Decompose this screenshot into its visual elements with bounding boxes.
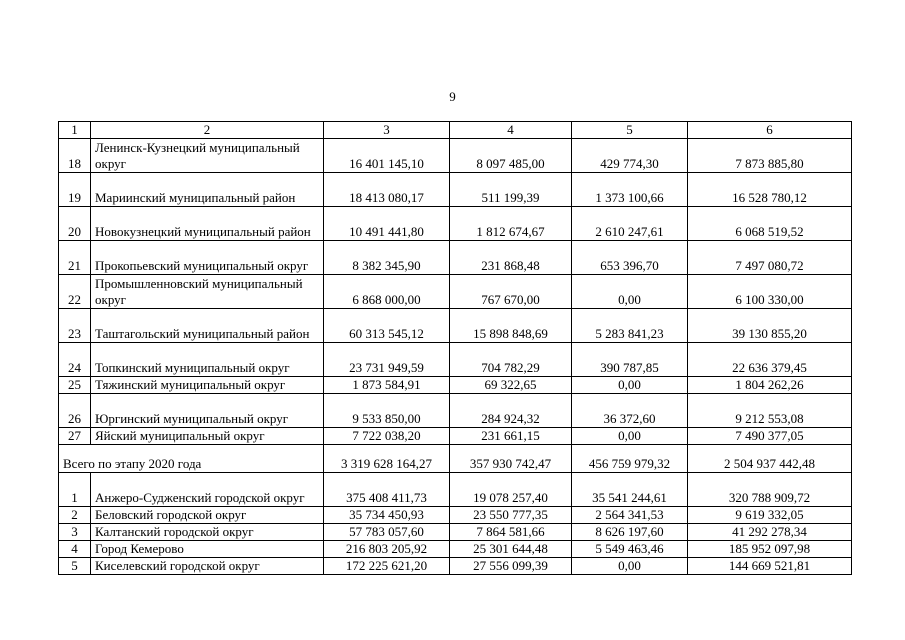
row-number: 3 bbox=[59, 524, 91, 541]
column-header: 3 bbox=[324, 122, 450, 139]
amount-cell: 10 491 441,80 bbox=[324, 207, 450, 241]
amount-cell: 8 097 485,00 bbox=[450, 139, 572, 173]
amount-cell: 284 924,32 bbox=[450, 394, 572, 428]
amount-cell: 69 322,65 bbox=[450, 377, 572, 394]
total-cell: 2 504 937 442,48 bbox=[688, 445, 852, 473]
amount-cell: 185 952 097,98 bbox=[688, 541, 852, 558]
column-header: 5 bbox=[572, 122, 688, 139]
page-number: 9 bbox=[449, 89, 456, 104]
amount-cell: 60 313 545,12 bbox=[324, 309, 450, 343]
amount-cell: 9 212 553,08 bbox=[688, 394, 852, 428]
municipality-name: Анжеро-Судженский городской округ bbox=[91, 473, 324, 507]
municipality-name: Беловский городской округ bbox=[91, 507, 324, 524]
row-number: 20 bbox=[59, 207, 91, 241]
amount-cell: 1 373 100,66 bbox=[572, 173, 688, 207]
municipality-name: Прокопьевский муниципальный округ bbox=[91, 241, 324, 275]
table-row bbox=[59, 524, 852, 541]
column-header: 2 bbox=[91, 122, 324, 139]
amount-cell: 7 873 885,80 bbox=[688, 139, 852, 173]
amount-cell: 1 873 584,91 bbox=[324, 377, 450, 394]
amount-cell: 39 130 855,20 bbox=[688, 309, 852, 343]
amount-cell: 172 225 621,20 bbox=[324, 558, 450, 575]
amount-cell: 36 372,60 bbox=[572, 394, 688, 428]
amount-cell: 320 788 909,72 bbox=[688, 473, 852, 507]
table-row bbox=[59, 428, 852, 445]
municipality-name: Топкинский муниципальный округ bbox=[91, 343, 324, 377]
municipality-name: Таштагольский муниципальный район bbox=[91, 309, 324, 343]
municipality-name: Город Кемерово bbox=[91, 541, 324, 558]
row-number: 22 bbox=[59, 275, 91, 309]
amount-cell: 375 408 411,73 bbox=[324, 473, 450, 507]
municipality-name: Ленинск-Кузнецкий муниципальный округ bbox=[91, 139, 324, 173]
row-number: 23 bbox=[59, 309, 91, 343]
amount-cell: 231 661,15 bbox=[450, 428, 572, 445]
amount-cell: 1 812 674,67 bbox=[450, 207, 572, 241]
row-number: 24 bbox=[59, 343, 91, 377]
row-number: 4 bbox=[59, 541, 91, 558]
column-header: 6 bbox=[688, 122, 852, 139]
municipality-name: Яйский муниципальный округ bbox=[91, 428, 324, 445]
amount-cell: 429 774,30 bbox=[572, 139, 688, 173]
amount-cell: 19 078 257,40 bbox=[450, 473, 572, 507]
amount-cell: 0,00 bbox=[572, 275, 688, 309]
amount-cell: 767 670,00 bbox=[450, 275, 572, 309]
amount-cell: 231 868,48 bbox=[450, 241, 572, 275]
row-number: 19 bbox=[59, 173, 91, 207]
municipality-name: Мариинский муниципальный район bbox=[91, 173, 324, 207]
row-number: 26 bbox=[59, 394, 91, 428]
table-row bbox=[59, 309, 852, 343]
amount-cell: 1 804 262,26 bbox=[688, 377, 852, 394]
amount-cell: 18 413 080,17 bbox=[324, 173, 450, 207]
table-row bbox=[59, 343, 852, 377]
table-row bbox=[59, 394, 852, 428]
amount-cell: 6 100 330,00 bbox=[688, 275, 852, 309]
table-row bbox=[59, 473, 852, 507]
amount-cell: 8 382 345,90 bbox=[324, 241, 450, 275]
municipality-name: Калтанский городской округ bbox=[91, 524, 324, 541]
amount-cell: 9 619 332,05 bbox=[688, 507, 852, 524]
amount-cell: 6 068 519,52 bbox=[688, 207, 852, 241]
row-number: 18 bbox=[59, 139, 91, 173]
amount-cell: 23 731 949,59 bbox=[324, 343, 450, 377]
amount-cell: 2 564 341,53 bbox=[572, 507, 688, 524]
amount-cell: 57 783 057,60 bbox=[324, 524, 450, 541]
row-number: 2 bbox=[59, 507, 91, 524]
amount-cell: 653 396,70 bbox=[572, 241, 688, 275]
total-cell: 456 759 979,32 bbox=[572, 445, 688, 473]
amount-cell: 23 550 777,35 bbox=[450, 507, 572, 524]
amount-cell: 2 610 247,61 bbox=[572, 207, 688, 241]
amount-cell: 9 533 850,00 bbox=[324, 394, 450, 428]
municipality-name: Новокузнецкий муниципальный район bbox=[91, 207, 324, 241]
total-cell: 3 319 628 164,27 bbox=[324, 445, 450, 473]
amount-cell: 35 734 450,93 bbox=[324, 507, 450, 524]
municipality-name: Киселевский городской округ bbox=[91, 558, 324, 575]
row-number: 1 bbox=[59, 473, 91, 507]
amount-cell: 15 898 848,69 bbox=[450, 309, 572, 343]
amount-cell: 7 497 080,72 bbox=[688, 241, 852, 275]
row-number: 5 bbox=[59, 558, 91, 575]
column-header: 4 bbox=[450, 122, 572, 139]
table-row bbox=[59, 541, 852, 558]
amount-cell: 0,00 bbox=[572, 377, 688, 394]
header-row bbox=[59, 122, 852, 139]
table-row bbox=[59, 207, 852, 241]
table-row bbox=[59, 275, 852, 309]
amount-cell: 25 301 644,48 bbox=[450, 541, 572, 558]
row-number: 27 bbox=[59, 428, 91, 445]
municipality-name: Юргинский муниципальный округ bbox=[91, 394, 324, 428]
municipality-name: Промышленновский муниципальный округ bbox=[91, 275, 324, 309]
amount-cell: 6 868 000,00 bbox=[324, 275, 450, 309]
amount-cell: 7 490 377,05 bbox=[688, 428, 852, 445]
municipality-name: Тяжинский муниципальный округ bbox=[91, 377, 324, 394]
amount-cell: 27 556 099,39 bbox=[450, 558, 572, 575]
amount-cell: 22 636 379,45 bbox=[688, 343, 852, 377]
amount-cell: 16 528 780,12 bbox=[688, 173, 852, 207]
table-row bbox=[59, 377, 852, 394]
amount-cell: 41 292 278,34 bbox=[688, 524, 852, 541]
amount-cell: 511 199,39 bbox=[450, 173, 572, 207]
amount-cell: 7 722 038,20 bbox=[324, 428, 450, 445]
total-row bbox=[59, 445, 852, 473]
budget-table bbox=[58, 121, 852, 575]
amount-cell: 8 626 197,60 bbox=[572, 524, 688, 541]
table-row bbox=[59, 139, 852, 173]
row-number: 25 bbox=[59, 377, 91, 394]
amount-cell: 7 864 581,66 bbox=[450, 524, 572, 541]
amount-cell: 144 669 521,81 bbox=[688, 558, 852, 575]
table-row bbox=[59, 241, 852, 275]
amount-cell: 216 803 205,92 bbox=[324, 541, 450, 558]
amount-cell: 35 541 244,61 bbox=[572, 473, 688, 507]
total-cell: 357 930 742,47 bbox=[450, 445, 572, 473]
amount-cell: 5 283 841,23 bbox=[572, 309, 688, 343]
column-header: 1 bbox=[59, 122, 91, 139]
amount-cell: 5 549 463,46 bbox=[572, 541, 688, 558]
table-row bbox=[59, 507, 852, 524]
amount-cell: 0,00 bbox=[572, 558, 688, 575]
table-row bbox=[59, 558, 852, 575]
total-label: Всего по этапу 2020 года bbox=[59, 445, 324, 473]
table-row bbox=[59, 173, 852, 207]
amount-cell: 16 401 145,10 bbox=[324, 139, 450, 173]
amount-cell: 390 787,85 bbox=[572, 343, 688, 377]
row-number: 21 bbox=[59, 241, 91, 275]
amount-cell: 0,00 bbox=[572, 428, 688, 445]
amount-cell: 704 782,29 bbox=[450, 343, 572, 377]
